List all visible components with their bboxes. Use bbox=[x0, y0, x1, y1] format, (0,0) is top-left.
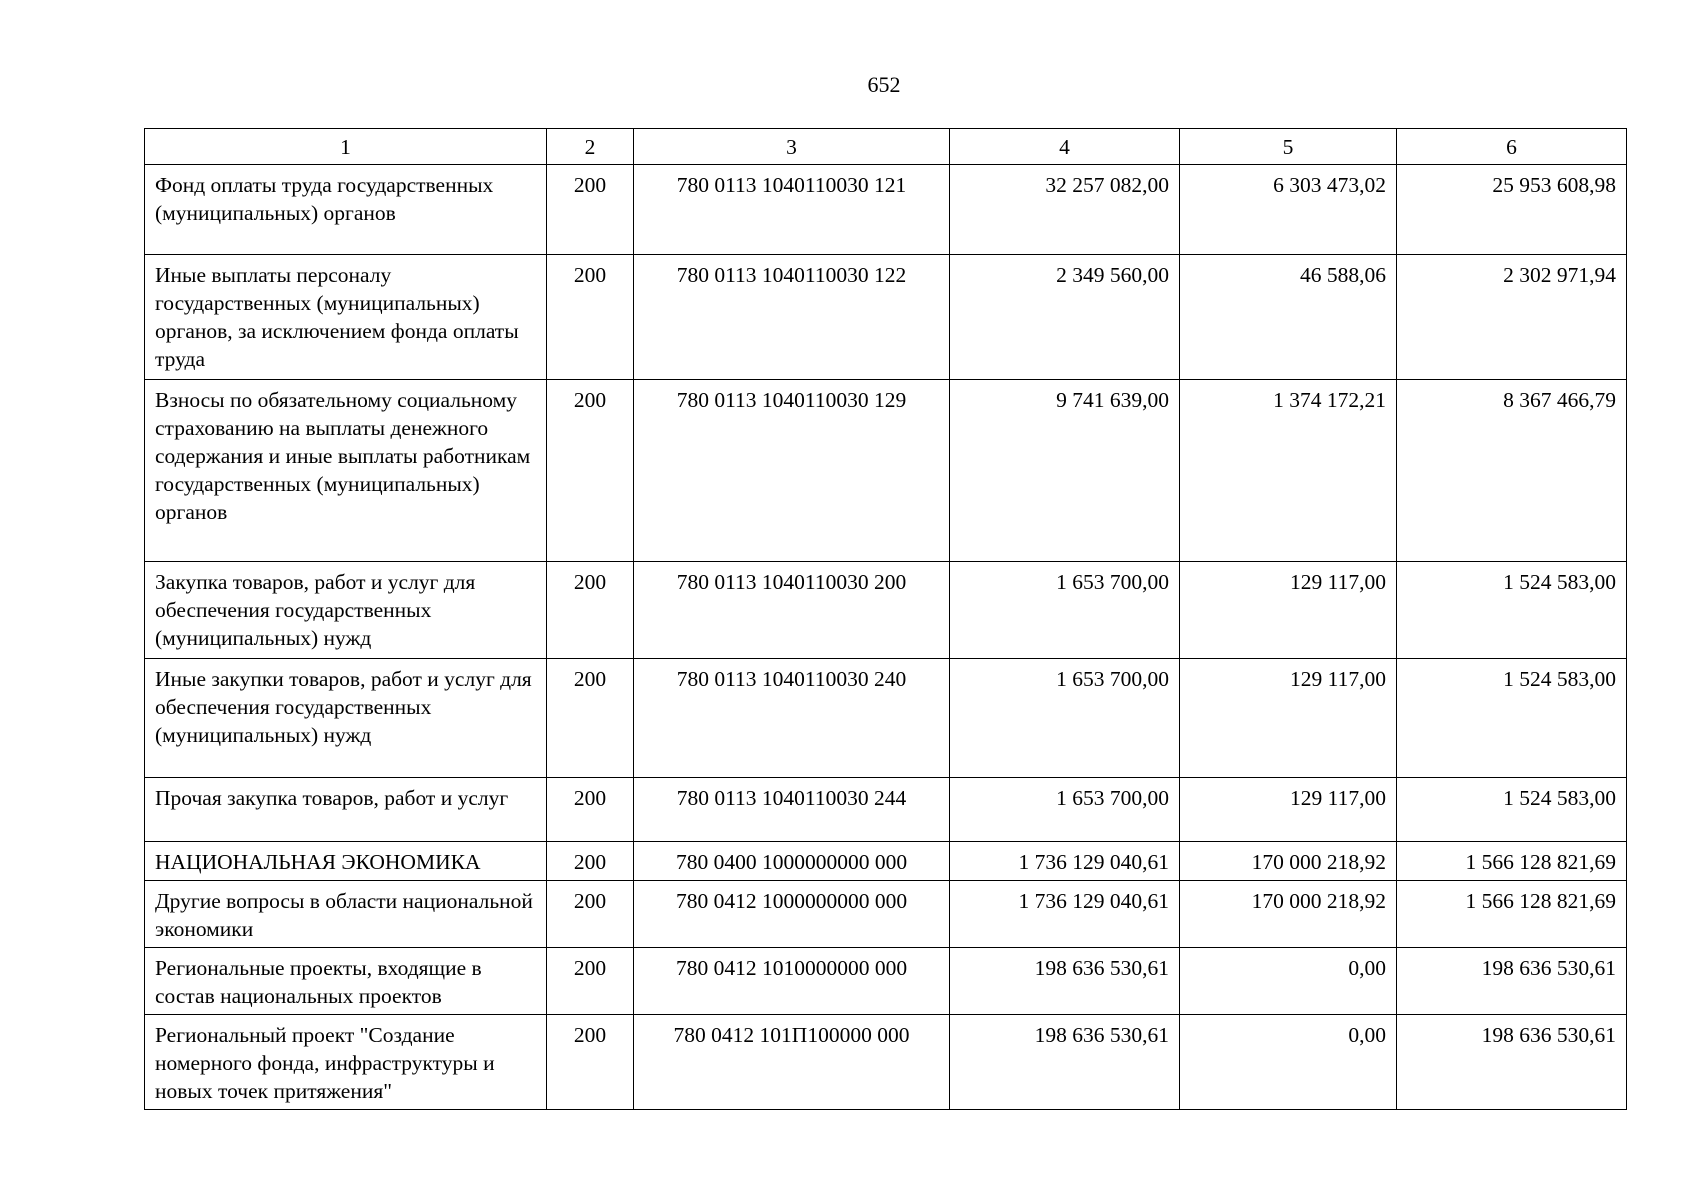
row-approved-amount: 1 736 129 040,61 bbox=[950, 881, 1180, 948]
row-executed-amount: 6 303 473,02 bbox=[1180, 165, 1397, 255]
row-executed-amount: 46 588,06 bbox=[1180, 255, 1397, 380]
row-remaining-amount: 8 367 466,79 bbox=[1397, 380, 1627, 562]
row-admin-code: 200 bbox=[547, 881, 634, 948]
row-remaining-amount: 1 566 128 821,69 bbox=[1397, 881, 1627, 948]
row-approved-amount: 9 741 639,00 bbox=[950, 380, 1180, 562]
row-admin-code: 200 bbox=[547, 842, 634, 881]
column-header-2: 2 bbox=[547, 129, 634, 165]
column-header-6: 6 bbox=[1397, 129, 1627, 165]
row-approved-amount: 1 653 700,00 bbox=[950, 778, 1180, 842]
row-approved-amount: 32 257 082,00 bbox=[950, 165, 1180, 255]
row-classification-code: 780 0412 101П100000 000 bbox=[634, 1015, 950, 1110]
row-name: НАЦИОНАЛЬНАЯ ЭКОНОМИКА bbox=[145, 842, 547, 881]
row-name: Закупка товаров, работ и услуг для обеспечения государственных (муниципальных) нужд bbox=[145, 562, 547, 659]
row-executed-amount: 0,00 bbox=[1180, 1015, 1397, 1110]
row-executed-amount: 1 374 172,21 bbox=[1180, 380, 1397, 562]
row-executed-amount: 129 117,00 bbox=[1180, 659, 1397, 778]
row-executed-amount: 129 117,00 bbox=[1180, 778, 1397, 842]
row-admin-code: 200 bbox=[547, 659, 634, 778]
budget-table bbox=[144, 128, 1627, 1110]
row-name: Иные выплаты персоналу государственных (муниципальных) органов, за исключением фонда оплаты труда bbox=[145, 255, 547, 380]
row-admin-code: 200 bbox=[547, 562, 634, 659]
table-row bbox=[145, 1015, 1627, 1110]
row-name: Региональные проекты, входящие в состав национальных проектов bbox=[145, 948, 547, 1015]
row-name: Иные закупки товаров, работ и услуг для обеспечения государственных (муниципальных) нужд bbox=[145, 659, 547, 778]
row-classification-code: 780 0113 1040110030 122 bbox=[634, 255, 950, 380]
row-classification-code: 780 0113 1040110030 129 bbox=[634, 380, 950, 562]
row-classification-code: 780 0400 1000000000 000 bbox=[634, 842, 950, 881]
row-approved-amount: 1 653 700,00 bbox=[950, 562, 1180, 659]
row-name: Региональный проект "Создание номерного фонда, инфраструктуры и новых точек притяжения" bbox=[145, 1015, 547, 1110]
row-name: Фонд оплаты труда государственных (муниципальных) органов bbox=[145, 165, 547, 255]
row-approved-amount: 2 349 560,00 bbox=[950, 255, 1180, 380]
row-classification-code: 780 0113 1040110030 121 bbox=[634, 165, 950, 255]
table-row bbox=[145, 948, 1627, 1015]
row-executed-amount: 170 000 218,92 bbox=[1180, 881, 1397, 948]
row-admin-code: 200 bbox=[547, 778, 634, 842]
table-row bbox=[145, 562, 1627, 659]
row-name: Прочая закупка товаров, работ и услуг bbox=[145, 778, 547, 842]
row-classification-code: 780 0113 1040110030 244 bbox=[634, 778, 950, 842]
column-number-row bbox=[145, 129, 1627, 165]
row-approved-amount: 1 653 700,00 bbox=[950, 659, 1180, 778]
row-approved-amount: 198 636 530,61 bbox=[950, 948, 1180, 1015]
row-classification-code: 780 0412 1010000000 000 bbox=[634, 948, 950, 1015]
row-admin-code: 200 bbox=[547, 165, 634, 255]
column-header-4: 4 bbox=[950, 129, 1180, 165]
row-classification-code: 780 0113 1040110030 240 bbox=[634, 659, 950, 778]
column-header-5: 5 bbox=[1180, 129, 1397, 165]
row-admin-code: 200 bbox=[547, 380, 634, 562]
table-row bbox=[145, 881, 1627, 948]
column-header-1: 1 bbox=[145, 129, 547, 165]
row-remaining-amount: 25 953 608,98 bbox=[1397, 165, 1627, 255]
table-row bbox=[145, 842, 1627, 881]
row-remaining-amount: 1 524 583,00 bbox=[1397, 562, 1627, 659]
row-executed-amount: 170 000 218,92 bbox=[1180, 842, 1397, 881]
table-row bbox=[145, 380, 1627, 562]
row-admin-code: 200 bbox=[547, 255, 634, 380]
table-row bbox=[145, 255, 1627, 380]
table-row bbox=[145, 778, 1627, 842]
row-admin-code: 200 bbox=[547, 1015, 634, 1110]
row-admin-code: 200 bbox=[547, 948, 634, 1015]
row-classification-code: 780 0113 1040110030 200 bbox=[634, 562, 950, 659]
table-row bbox=[145, 659, 1627, 778]
table-row bbox=[145, 165, 1627, 255]
row-remaining-amount: 198 636 530,61 bbox=[1397, 1015, 1627, 1110]
column-header-3: 3 bbox=[634, 129, 950, 165]
row-remaining-amount: 198 636 530,61 bbox=[1397, 948, 1627, 1015]
row-executed-amount: 0,00 bbox=[1180, 948, 1397, 1015]
row-name: Взносы по обязательному социальному страхованию на выплаты денежного содержания и иные выплаты работникам государственных (муниципальных) органов bbox=[145, 380, 547, 562]
row-executed-amount: 129 117,00 bbox=[1180, 562, 1397, 659]
page-number: 652 bbox=[867, 72, 901, 97]
row-approved-amount: 1 736 129 040,61 bbox=[950, 842, 1180, 881]
row-remaining-amount: 1 524 583,00 bbox=[1397, 778, 1627, 842]
row-approved-amount: 198 636 530,61 bbox=[950, 1015, 1180, 1110]
row-classification-code: 780 0412 1000000000 000 bbox=[634, 881, 950, 948]
row-remaining-amount: 1 566 128 821,69 bbox=[1397, 842, 1627, 881]
row-name: Другие вопросы в области национальной экономики bbox=[145, 881, 547, 948]
row-remaining-amount: 2 302 971,94 bbox=[1397, 255, 1627, 380]
row-remaining-amount: 1 524 583,00 bbox=[1397, 659, 1627, 778]
